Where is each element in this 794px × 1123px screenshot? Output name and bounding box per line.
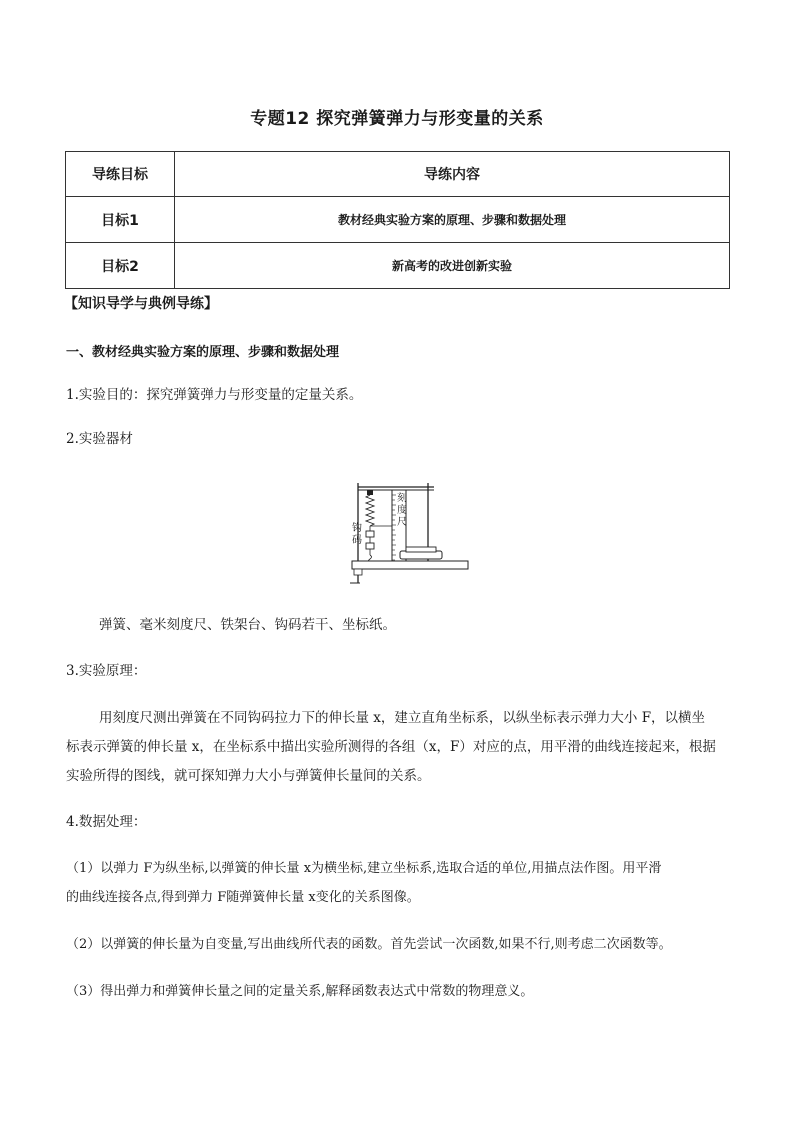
apparatus-figure xyxy=(350,479,470,595)
principle-line: 标表示弹簧的伸长量 x，在坐标系中描出实验所测得的各组（x，F）对应的点，用平滑的曲线连接起来，根据 xyxy=(66,739,716,755)
item-purpose: 1.实验目的：探究弹簧弹力与形变量的定量关系。 xyxy=(66,387,363,403)
table-header-cell: 导练内容 xyxy=(175,152,730,197)
ruler-label: 刻度尺 xyxy=(397,493,407,528)
goals-table xyxy=(65,151,730,289)
table-header-row xyxy=(66,152,730,197)
table-cell-goal: 目标1 xyxy=(66,197,175,243)
weights-label: 钩码 xyxy=(352,523,362,546)
table-cell-content: 教材经典实验方案的原理、步骤和数据处理 xyxy=(175,197,730,243)
table-header-cell: 导练目标 xyxy=(66,152,175,197)
data-step-2: （2）以弹簧的伸长量为自变量,写出曲线所代表的函数。首先尝试一次函数,如果不行,则考虑二次函数等。 xyxy=(66,937,672,952)
principle-line: 实验所得的图线，就可探知弹力大小与弹簧伸长量间的关系。 xyxy=(66,768,431,784)
equipment-list: 弹簧、毫米刻度尺、铁架台、钩码若干、坐标纸。 xyxy=(99,617,396,633)
page-title: 专题12 探究弹簧弹力与形变量的关系 xyxy=(250,109,544,129)
principle-line: 用刻度尺测出弹簧在不同钩码拉力下的伸长量 x，建立直角坐标系，以纵坐标表示弹力大小 F，以横坐 xyxy=(99,710,706,726)
spring-apparatus-diagram xyxy=(350,479,470,591)
data-step-1-line: （1）以弹力 F为纵坐标,以弹簧的伸长量 x为横坐标,建立坐标系,选取合适的单位,用描点法作图。用平滑 xyxy=(66,861,662,876)
item-principle-heading: 3.实验原理： xyxy=(66,663,147,679)
section-heading: 一、教材经典实验方案的原理、步骤和数据处理 xyxy=(66,345,340,360)
section-banner: 【知识导学与典例导练】 xyxy=(64,296,218,312)
table-row xyxy=(66,197,730,243)
table-cell-goal: 目标2 xyxy=(66,243,175,289)
item-data-heading: 4.数据处理： xyxy=(66,814,147,830)
table-cell-content: 新高考的改进创新实验 xyxy=(175,243,730,289)
data-step-3: （3）得出弹力和弹簧伸长量之间的定量关系,解释函数表达式中常数的物理意义。 xyxy=(66,984,534,999)
table-row xyxy=(66,243,730,289)
item-equipment-heading: 2.实验器材 xyxy=(66,431,133,447)
data-step-1-line: 的曲线连接各点,得到弹力 F随弹簧伸长量 x变化的关系图像。 xyxy=(66,890,420,905)
